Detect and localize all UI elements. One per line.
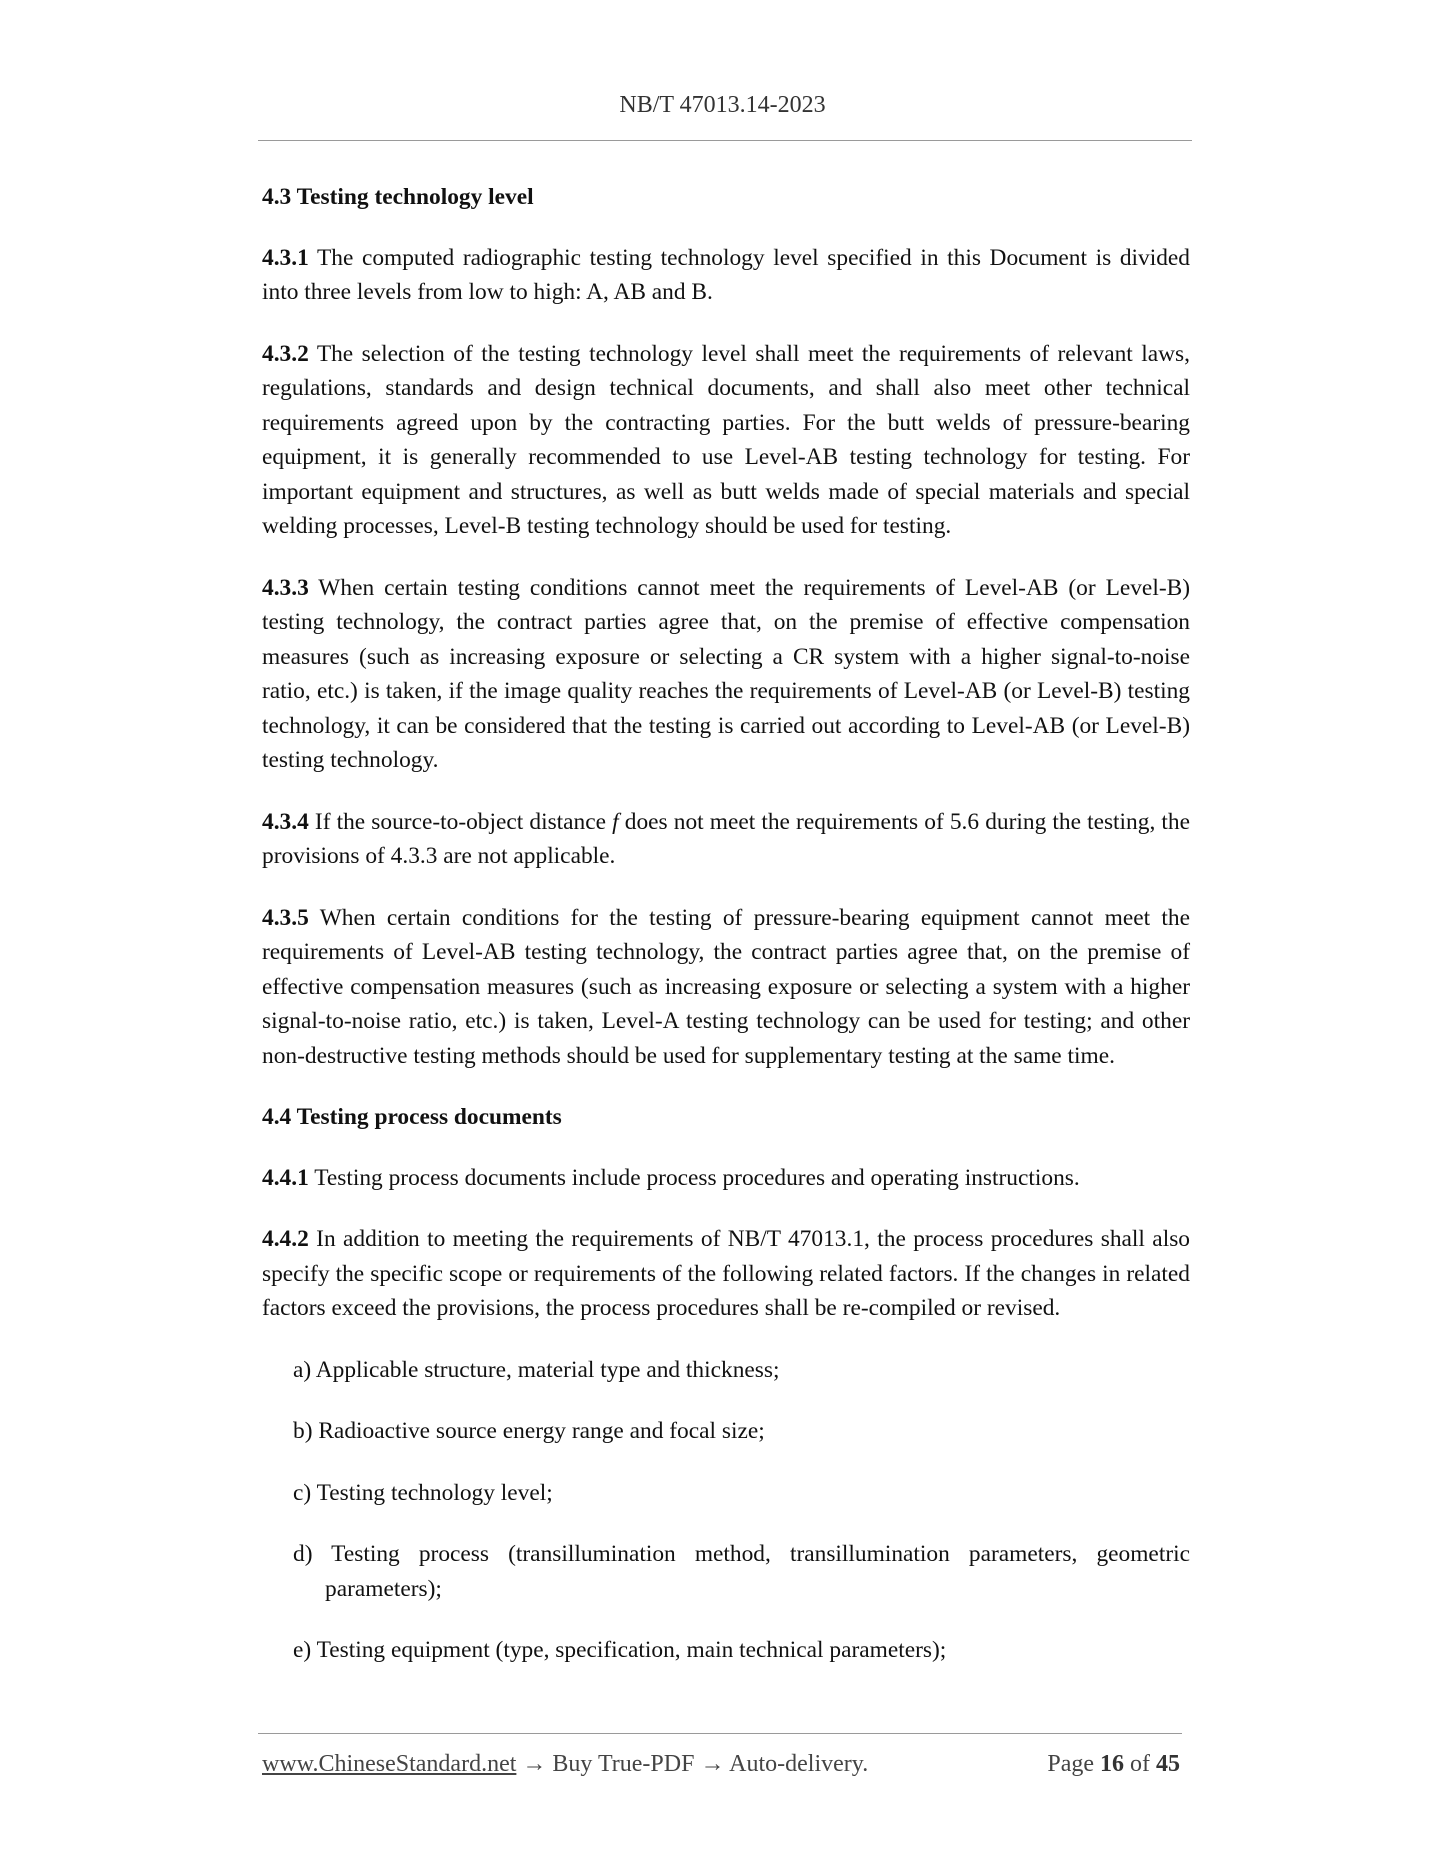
clause-text: In addition to meeting the requirements of NB/T 47013.1, the process procedures shall also specify the specific scope or requirements of the following related factors. If the changes in related factors exceed the provisions, the process procedures shall be re-compiled or revised.: [262, 1226, 1190, 1321]
clause-number: 4.3.2: [262, 340, 309, 367]
clause-text: When certain conditions for the testing of pressure-bearing equipment cannot meet the requirements of Level-AB testing technology, the contract parties agree that, on the premise of effective compensation measures (such as increasing exposure or selecting a system with a higher signal-to-noise ratio, etc.) is taken, Level-A testing technology can be used for testing; and other non-destructive testing methods should be used for supplementary testing at the same time.: [262, 904, 1190, 1069]
section-4-4-heading: 4.4 Testing process documents: [262, 1104, 562, 1130]
footer-divider: [258, 1733, 1182, 1734]
list-item: d) Testing process (transillumination method, transillumination parameters, geometric parameters);: [293, 1541, 1190, 1602]
clause-text: When certain testing conditions cannot meet the requirements of Level-AB (or Level-B) testing technology, the contract parties agree that, on the premise of effective compensation measures (such as increasing exposure or selecting a CR system with a higher signal-to-noise ratio, etc.) is taken, if the image quality reaches the requirements of Level-AB (or Level-B) testing technology, it can be considered that the testing is carried out according to Level-AB (or Level-B) testing technology.: [262, 574, 1190, 773]
clause-number: 4.3.4: [262, 808, 309, 835]
section-4-3-heading: 4.3 Testing technology level: [262, 184, 534, 210]
list-item: a) Applicable structure, material type and thickness;: [293, 1356, 780, 1383]
clause-4-4-2: [262, 1222, 1190, 1326]
list-item: c) Testing technology level;: [293, 1479, 553, 1506]
header-divider: [258, 140, 1192, 141]
list-item: e) Testing equipment (type, specification, main technical parameters);: [293, 1637, 947, 1663]
clause-text: The computed radiographic testing technology level specified in this Document is divided into three levels from low to high: A, AB and B.: [262, 244, 1190, 305]
auto-delivery-text: Auto-delivery.: [729, 1751, 869, 1777]
clause-text: Testing process documents include process procedures and operating instructions.: [314, 1164, 1080, 1191]
current-page: 16: [1100, 1751, 1124, 1777]
clause-4-3-2: [262, 337, 1190, 544]
clause-text: does not meet the requirements of 5.6 during the testing, the provisions of 4.3.3 are not applicable.: [262, 808, 1190, 869]
arrow-icon: →: [700, 1751, 725, 1777]
of-label: of: [1130, 1751, 1150, 1777]
document-id-header: NB/T 47013.14-2023: [619, 92, 826, 118]
clause-number: 4.4.2: [262, 1226, 309, 1252]
buy-pdf-text: Buy True-PDF: [552, 1751, 695, 1777]
distance-symbol: f: [612, 808, 619, 835]
clause-number: 4.4.1: [262, 1164, 309, 1191]
document-body: [262, 180, 1190, 1695]
page-label: Page: [1047, 1751, 1094, 1777]
clause-4-3-5: [262, 901, 1190, 1074]
footer-promo: [262, 1751, 868, 1778]
website-link[interactable]: www.ChineseStandard.net: [262, 1751, 517, 1777]
clause-4-3-1: [262, 241, 1190, 310]
page-footer: [262, 1751, 1180, 1785]
clause-text: If the source-to-object distance: [314, 808, 607, 835]
clause-4-3-3: [262, 571, 1190, 778]
clause-number: 4.3.1: [262, 244, 309, 271]
arrow-icon: →: [522, 1751, 547, 1777]
clause-number: 4.3.5: [262, 904, 309, 931]
total-pages: 45: [1156, 1751, 1180, 1777]
clause-text: The selection of the testing technology level shall meet the requirements of relevant laws, regulations, standards and design technical documents, and shall also meet other technical requirements agreed upon by the contracting parties. For the butt welds of pressure-bearing equipment, it is generally recommended to use Level-AB testing technology for testing. For important equipment and structures, as well as butt welds made of special materials and special welding processes, Level-B testing technology should be used for testing.: [262, 340, 1190, 539]
clause-4-4-1: [262, 1161, 1190, 1196]
clause-4-3-4: [262, 805, 1190, 874]
clause-number: 4.3.3: [262, 574, 309, 601]
related-factors-list: [262, 1353, 1190, 1668]
page-number: [1047, 1751, 1180, 1778]
list-item: b) Radioactive source energy range and focal size;: [293, 1418, 765, 1444]
